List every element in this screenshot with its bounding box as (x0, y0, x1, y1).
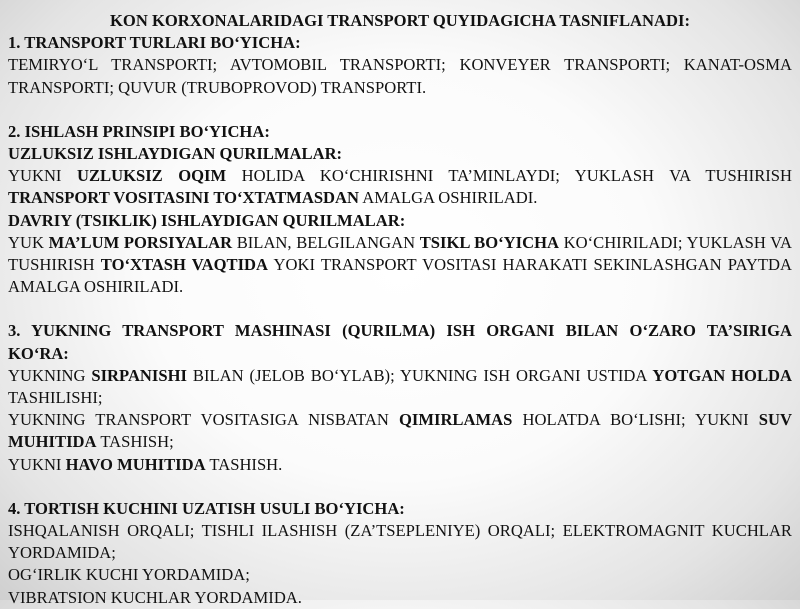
bold-text-run: HAVO MUHITIDA (65, 454, 206, 474)
text-run: TASHISH; (96, 432, 174, 452)
spacer (8, 298, 792, 320)
spacer (8, 99, 792, 121)
section-2-paragraph-cyclic (8, 232, 792, 299)
bold-text-run: MA’LUM PORSIYALAR (48, 232, 233, 252)
bold-text-run: UZLUKSIZ OQIM (76, 166, 227, 186)
text-run: YUKNI (8, 454, 66, 474)
section-2-paragraph-continuous (8, 165, 792, 209)
bold-text-run: SIRPANISHI (91, 365, 187, 385)
text-run: AMALGA OSHIRILADI. (359, 188, 538, 208)
section-1-text: TEMIRYO‘L TRANSPORTI; AVTOMOBIL TRANSPORTI; KONVEYER TRANSPORTI; KANAT-OSMA TRANSPORTI; QUVUR (TRUBOPROVOD) TRANSPORTI. (8, 55, 792, 97)
bold-text-run: YOTGAN HOLDA (652, 365, 792, 385)
text-run: YUKNING (8, 365, 92, 385)
bold-text-run: SUV MUHITIDA (8, 410, 792, 452)
section-2-heading: 2. ISHLASH PRINSIPI BO‘YICHA: (8, 121, 270, 141)
bold-text-run: TRANSPORT VOSITASINI TO‘XTATMASDAN (8, 188, 360, 208)
text-run: YUKNING TRANSPORT VOSITASIGA NISBATAN (8, 410, 399, 430)
text-run: YUKNI (8, 166, 77, 186)
section-1-heading: 1. TRANSPORT TURLARI BO‘YICHA: (8, 33, 301, 53)
section-3-paragraph-1 (8, 365, 792, 409)
section-2-subheading-continuous: UZLUKSIZ ISHLAYDIGAN QURILMALAR: (8, 144, 343, 164)
section-4-line-1: ISHQALANISH ORQALI; TISHLI ILASHISH (ZA’TSEPLENIYE) ORQALI; ELEKTROMAGNIT KUCHLAR YORDAMIDA; (8, 521, 792, 563)
bold-text-run: TO‘XTASH VAQTIDA (100, 255, 268, 275)
section-3-heading: 3. YUKNING TRANSPORT MASHINASI (QURILMA) ISH ORGANI BILAN O‘ZARO TA’SIRIGA KO‘RA: (8, 321, 792, 363)
slide-content (8, 10, 792, 609)
section-4-line-3: VIBRATSION KUCHLAR YORDAMIDA. (8, 587, 302, 607)
section-3-paragraph-2 (8, 409, 792, 453)
section-2-subheading-cyclic: DAVRIY (TSIKLIK) ISHLAYDIGAN QURILMALAR: (8, 210, 406, 230)
text-run: YOKI TRANSPORT VOSITASI HARAKATI SEKINLASHGAN PAYTDA AMALGA OSHIRILADI. (8, 255, 793, 297)
text-run: HOLATDA BO‘LISHI; YUKNI (512, 410, 759, 430)
section-4-heading: 4. TORTISH KUCHINI UZATISH USULI BO‘YICHA: (8, 498, 405, 518)
text-run: BILAN, BELGILANGAN (232, 232, 420, 252)
spacer (8, 476, 792, 498)
text-run: TASHISH. (205, 454, 283, 474)
text-run: HOLIDA KO‘CHIRISHNI TA’MINLAYDI; YUKLASH VA TUSHIRISH (226, 166, 792, 186)
bold-text-run: TSIKL BO‘YICHA (419, 232, 559, 252)
bold-text-run: QIMIRLAMAS (398, 410, 513, 430)
section-4-line-2: OG‘IRLIK KUCHI YORDAMIDA; (8, 565, 250, 585)
text-run: TASHILISHI; (8, 388, 103, 408)
text-run: YUK (8, 232, 49, 252)
text-run: KO‘CHIRILADI; YUKLASH VA TUSHIRISH (8, 232, 792, 275)
text-run: BILAN (JELOB BO‘YLAB); YUKNING ISH ORGANI USTIDA (186, 365, 653, 385)
section-3-paragraph-3 (8, 454, 792, 476)
slide-title: KON KORXONALARIDAGI TRANSPORT QUYIDAGICHA TASNIFLANADI: (110, 11, 690, 30)
